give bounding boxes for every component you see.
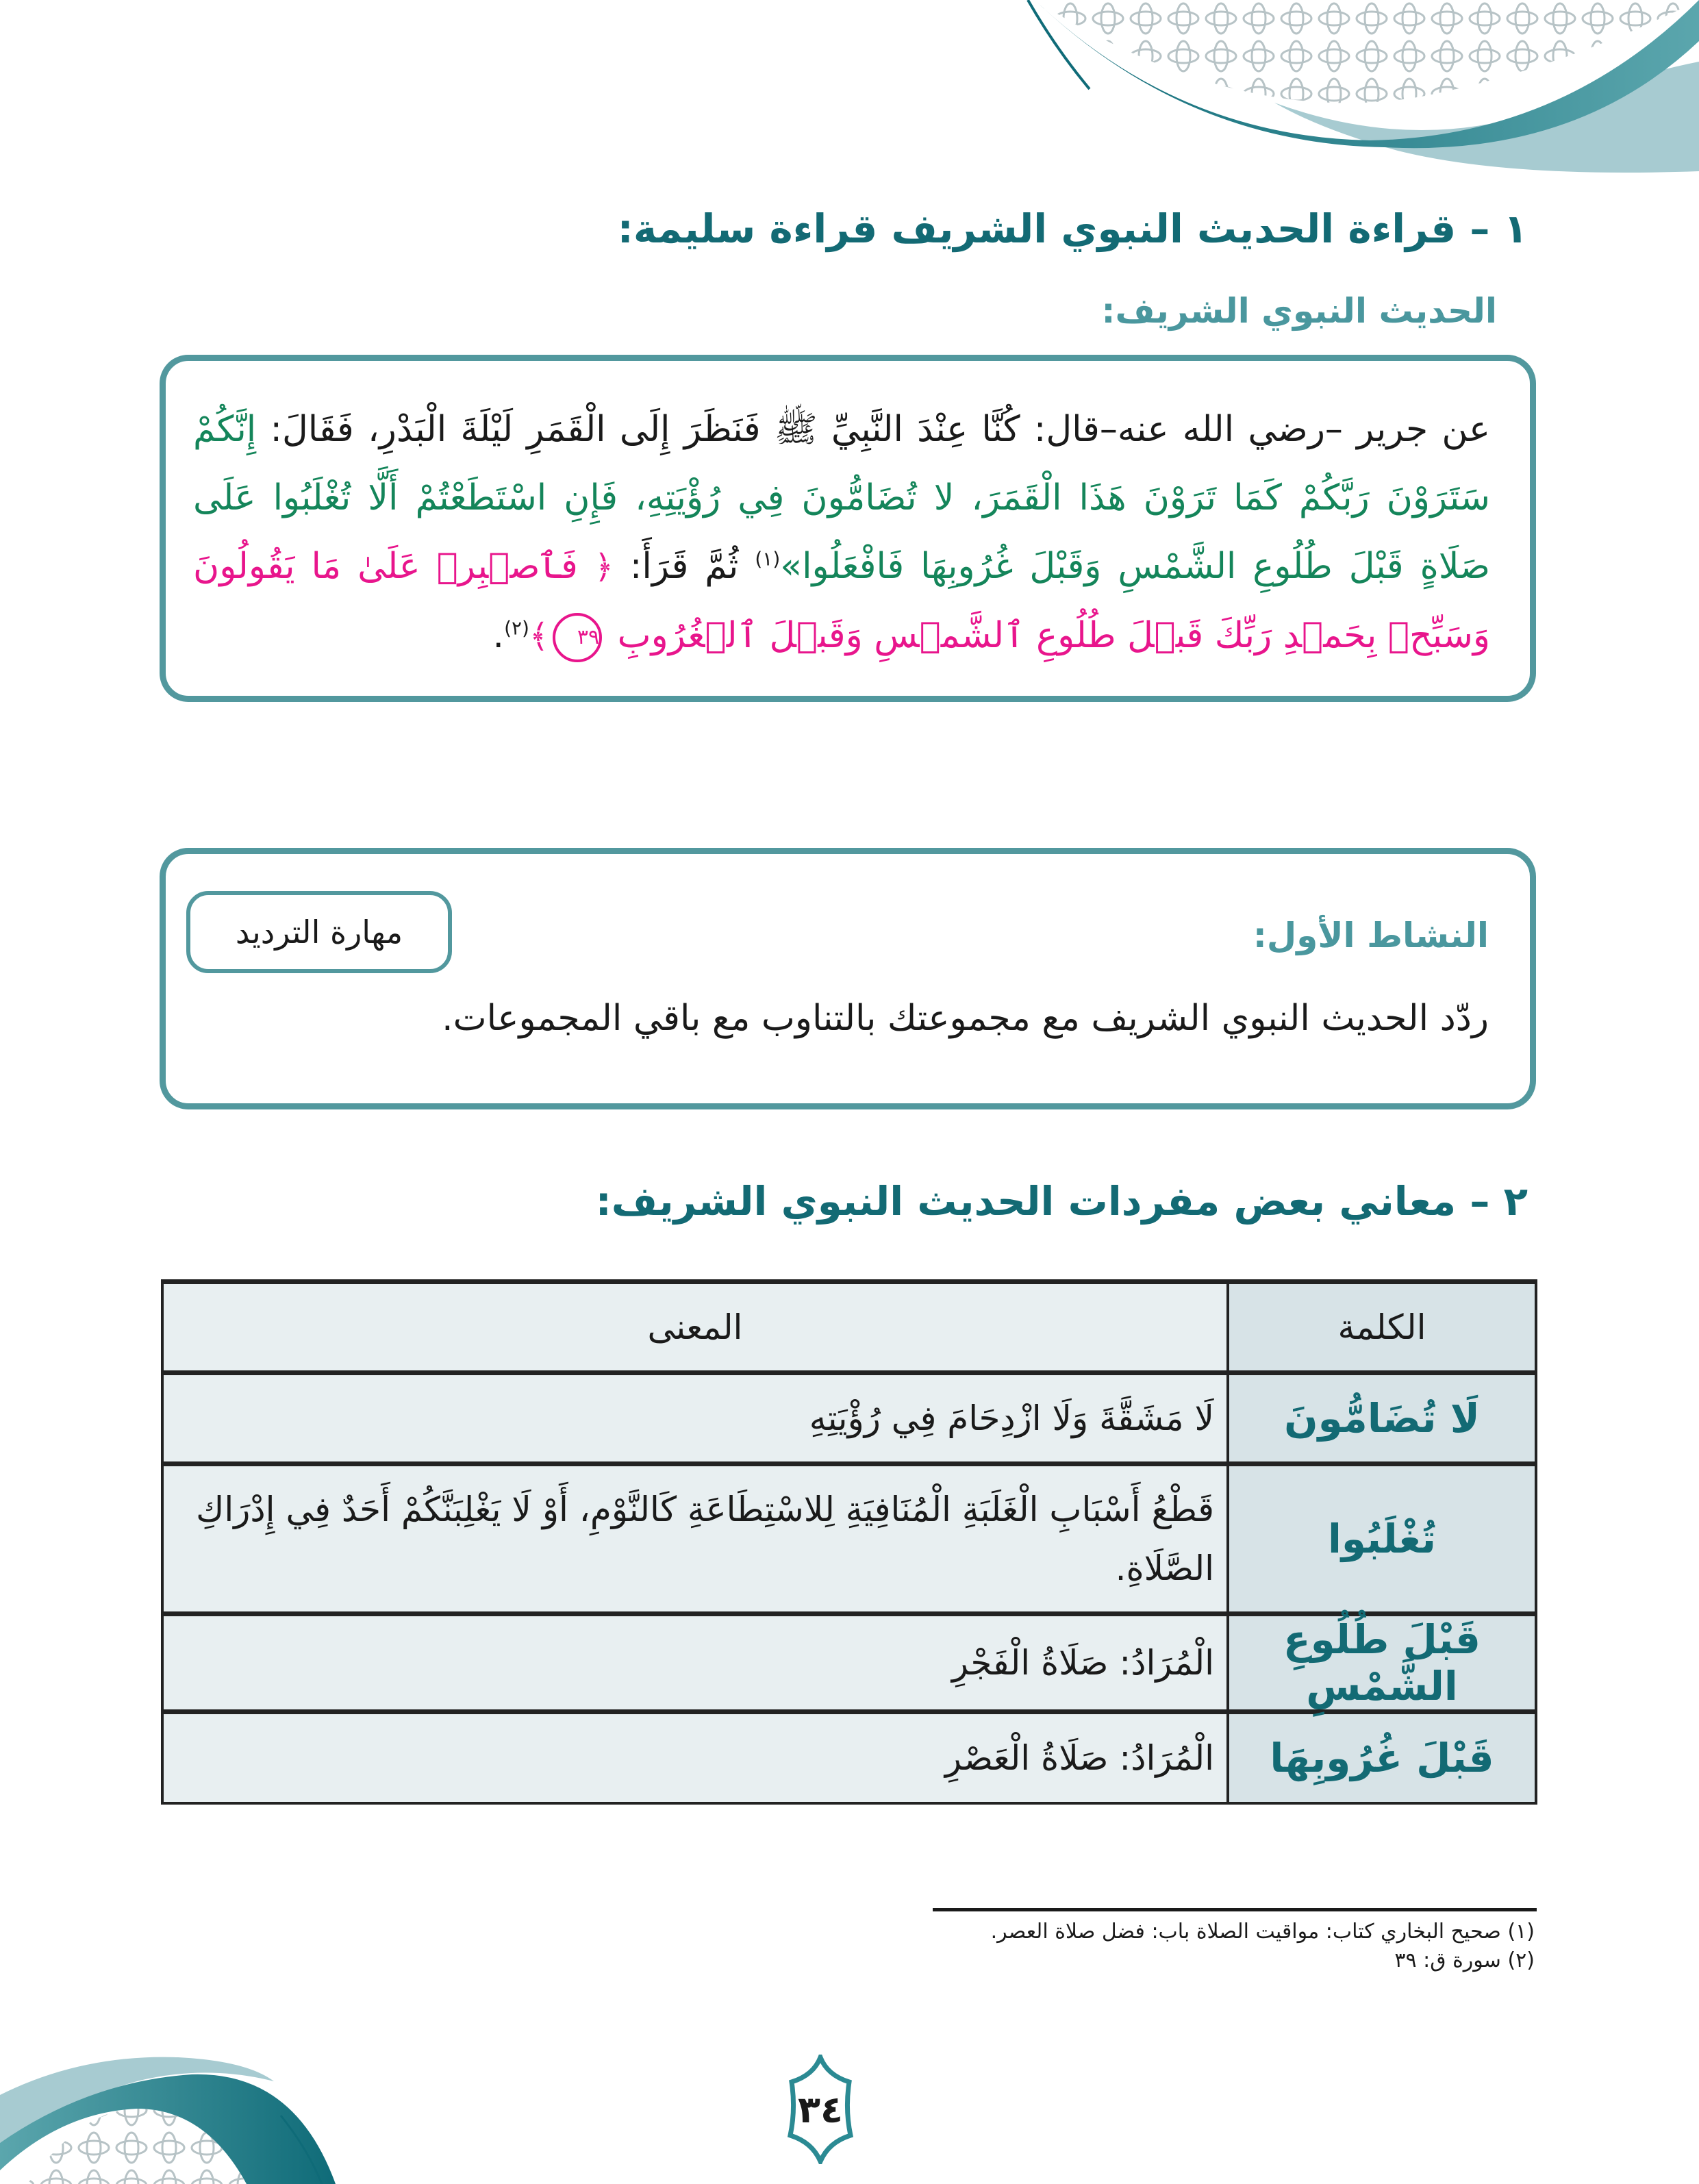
hadith-box — [160, 355, 1536, 702]
meaning-cell: قَطْعُ أَسْبَابِ الْغَلَبَةِ الْمُنَافِيَةِ لِلاسْتِطَاعَةِ كَالنَّوْمِ، أَوْ لَا يَغْلِبَنَّكُمْ أَحَدٌ فِي إِدْرَاكِ الصَّلَاةِ. — [162, 1464, 1228, 1614]
header-word: الكلمة — [1228, 1282, 1536, 1373]
table-header-row — [162, 1282, 1536, 1373]
skill-badge: مهارة الترديد — [186, 891, 452, 973]
ayah-number-marker: ٣٩ — [553, 613, 602, 662]
word-cell: قَبْلَ طُلُوعِ الشَّمْسِ — [1228, 1614, 1536, 1712]
vocabulary-table — [161, 1279, 1537, 1805]
word-cell: تُغْلَبُوا — [1228, 1464, 1536, 1614]
table-row — [162, 1373, 1536, 1464]
activity-label: النشاط الأول: — [1253, 916, 1489, 955]
hadith-end: . — [492, 615, 505, 656]
activity-instruction: ردّد الحديث النبوي الشريف مع مجموعتك بالتناوب مع باقي المجموعات. — [442, 998, 1489, 1039]
hadith-text — [193, 395, 1490, 670]
hadith-prophet-words: إِنَّكُمْ سَتَرَوْنَ رَبَّكُمْ كَمَا تَرَوْنَ هَذَا الْقَمَرَ، لا تُضَامُّونَ فِي رُؤْيَتِهِ، فَإِنِ اسْتَطَعْتُمْ أَلَّا تُغْلَبُوا عَلَى صَلَاةٍ قَبْلَ طُلُوعِ الشَّمْسِ وَقَبْلَ غُرُوبِهَا فَافْعَلُوا» — [193, 409, 1491, 587]
footnote-divider — [933, 1908, 1537, 1911]
section-1-title: ١ – قراءة الحديث النبوي الشريف قراءة سليمة: — [617, 205, 1528, 252]
footnotes — [991, 1918, 1535, 1975]
footnote-2: (٢) سورة ق: ٣٩ — [1394, 1948, 1535, 1972]
page-number: ٣٤ — [798, 2087, 843, 2131]
meaning-cell: لَا مَشَقَّةَ وَلَا ازْدِحَامَ فِي رُؤْيَتِهِ — [162, 1373, 1228, 1464]
quran-verse: فَٱصۡبِرۡ عَلَىٰ مَا يَقُولُونَ وَسَبِّحۡ بِحَمۡدِ رَبِّكَ قَبۡلَ طُلُوعِ ٱلشَّمۡسِ وَقَبۡلَ ٱلۡغُرُوبِ — [193, 546, 1490, 656]
header-meaning: المعنى — [162, 1282, 1228, 1373]
word-cell: لَا تُضَامُّونَ — [1228, 1373, 1536, 1464]
top-decorative-arc-icon — [1014, 0, 1699, 178]
table-row — [162, 1614, 1536, 1712]
meaning-cell: الْمُرَادُ: صَلَاةُ الْعَصْرِ — [162, 1712, 1228, 1804]
hadith-subtitle: الحديث النبوي الشريف: — [1101, 291, 1497, 331]
bottom-decorative-arc-icon — [0, 1979, 479, 2184]
meaning-cell: الْمُرَادُ: صَلَاةُ الْفَجْرِ — [162, 1614, 1228, 1712]
page-number-badge — [786, 2055, 855, 2164]
footnote-1: (١) صحيح البخاري كتاب: مواقيت الصلاة باب: فضل صلاة العصر. — [990, 1920, 1535, 1944]
activity-box — [160, 848, 1536, 1109]
then-read: ثُمَّ قَرَأَ: — [613, 546, 755, 587]
section-2-title: ٢ – معاني بعض مفردات الحديث النبوي الشريف: — [595, 1178, 1528, 1225]
ornament-open-icon: ﴿ — [594, 548, 614, 586]
table-row — [162, 1464, 1536, 1614]
hadith-intro: عن جرير –رضي الله عنه–قال: كُنَّا عِنْدَ النَّبِيِّ ﷺ فَنَظَرَ إِلَى الْقَمَرِ لَيْلَةَ الْبَدْرِ، فَقَالَ: — [256, 409, 1490, 450]
word-cell: قَبْلَ غُرُوبِهَا — [1228, 1712, 1536, 1804]
table-row — [162, 1712, 1536, 1804]
ornament-close-icon: ﴾ — [529, 617, 549, 655]
footnote-ref-1[interactable]: (١) — [755, 547, 781, 570]
footnote-ref-2[interactable]: (٢) — [504, 616, 529, 640]
